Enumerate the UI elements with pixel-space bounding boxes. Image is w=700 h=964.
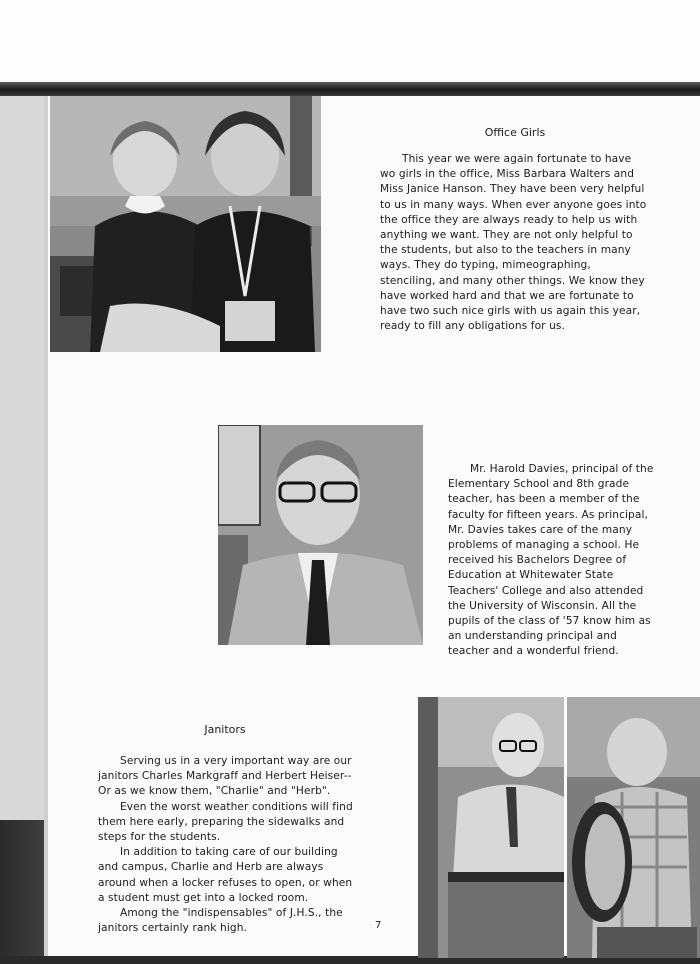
principal-paragraph: Mr. Harold Davies, principal of the Elementary School and 8th grade teacher, has been a member of the faculty for fifteen years. As principal, Mr. Davies takes care of the many problems of managing a school. He received his Bachelors Degree of Education at Whitewater State Teachers' College and also attended the University of Wisconsin. All the pupils of the class of '57 know him as an understanding principal and teacher and a wonderful friend. bbox=[448, 463, 654, 658]
janitors-paragraph-3: In addition to taking care of our building and campus, Charlie and Herb are always around when a locker refuses to open, or when a student must get into a locked room. bbox=[98, 846, 353, 904]
janitors-text bbox=[98, 754, 354, 936]
principal-text bbox=[448, 462, 658, 660]
janitors-heading: Janitors bbox=[204, 723, 246, 736]
janitors-paragraph-1: Serving us in a very important way are our janitors Charles Markgraff and Herbert Heiser-- Or as we know them, "Charlie" and "Herb". bbox=[98, 755, 352, 798]
janitors-paragraph-2: Even the worst weather conditions will find them here early, preparing the sidewalks and steps for the students. bbox=[98, 800, 353, 844]
janitor-photo-charlie bbox=[418, 697, 564, 958]
office-girls-text bbox=[380, 152, 648, 334]
page-number: 7 bbox=[375, 920, 382, 931]
office-girls-paragraph: This year we were again fortunate to have wo girls in the office, Miss Barbara Walters and Miss Janice Hanson. They have been very helpful to us in many ways. When ever anyone goes into the office they are always ready to help us with anything we want. They are not only helpful to the students, but also to the teachers in many ways. They do typing, mimeographing, stenciling, and many other things. We know they have worked hard and that we are fortunate to have two such nice girls with us again this year, ready to fill any obligations for us. bbox=[380, 153, 647, 333]
janitors-paragraph-4: Among the "indispensables" of J.H.S., the janitors certainly rank high. bbox=[98, 907, 343, 935]
facing-page-photo-edge bbox=[0, 820, 44, 958]
page-top-margin bbox=[0, 0, 700, 82]
janitor-photo-herb bbox=[567, 697, 700, 958]
office-girls-heading: Office Girls bbox=[484, 126, 546, 139]
office-girls-photo bbox=[50, 96, 321, 352]
principal-photo bbox=[218, 425, 423, 645]
page-spine bbox=[44, 96, 48, 958]
binding-edge-top bbox=[0, 82, 700, 96]
